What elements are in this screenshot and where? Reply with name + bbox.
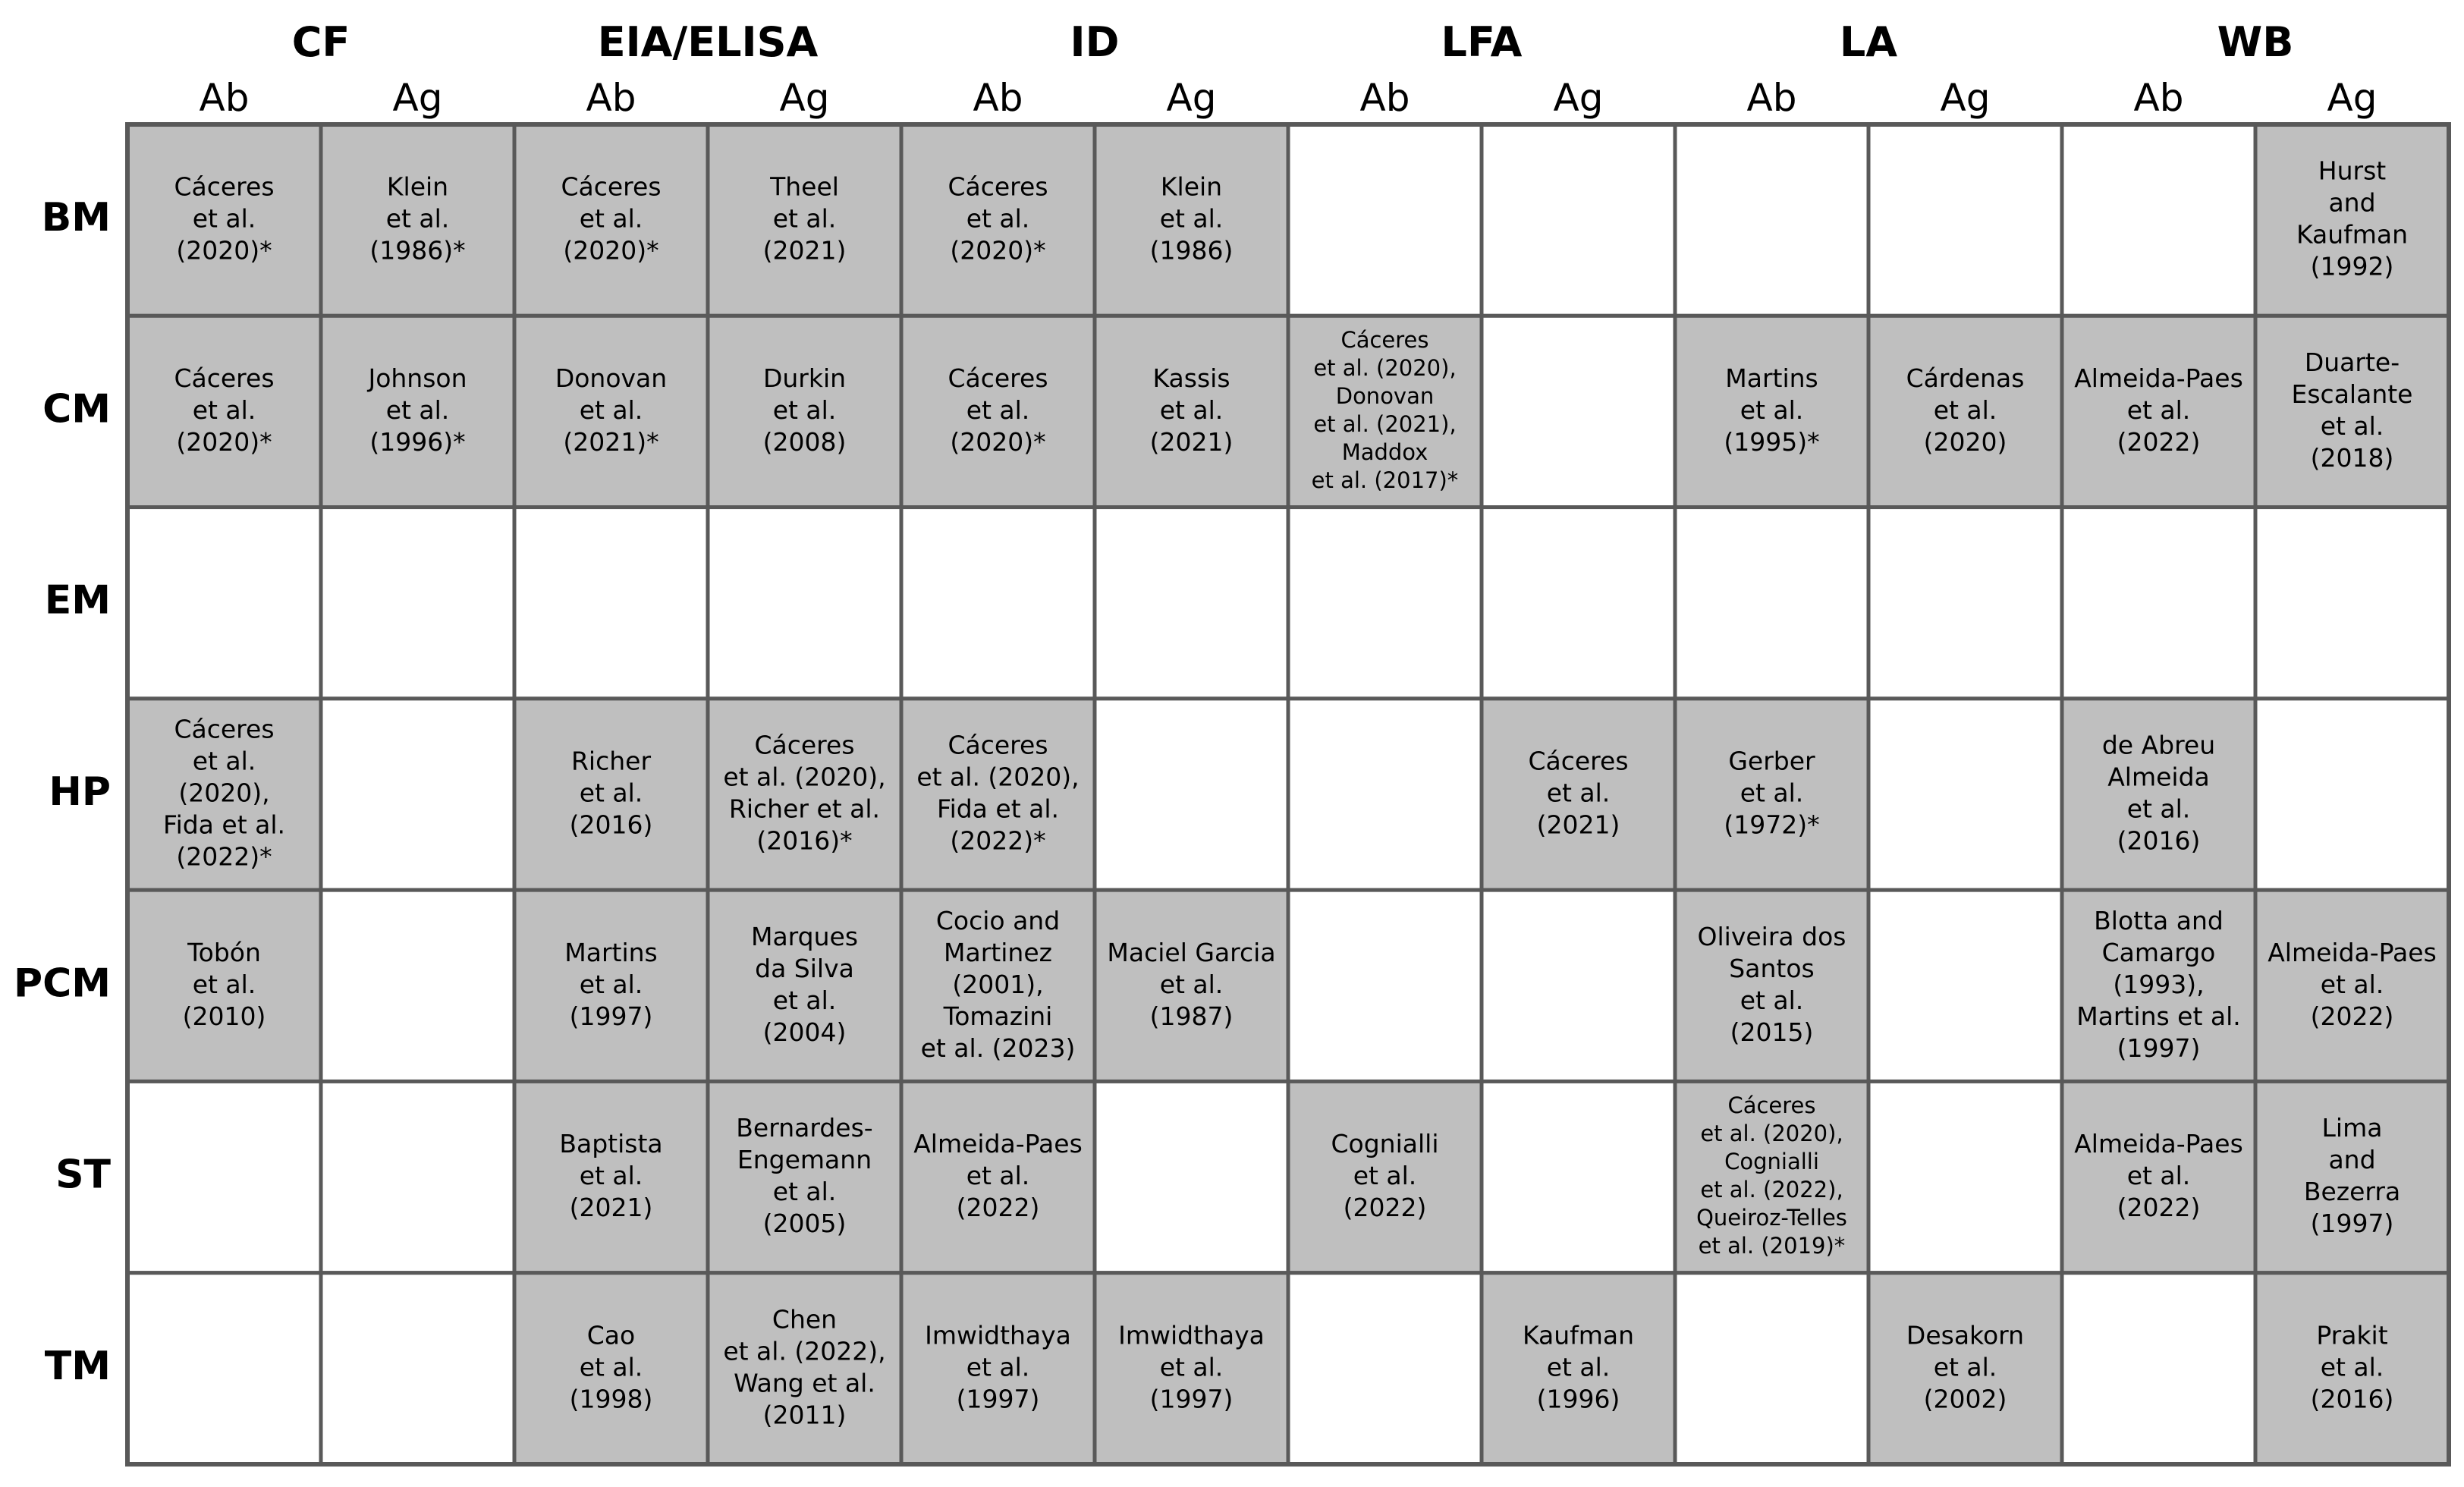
- cell-text-line: Cáceres: [948, 171, 1048, 202]
- cell-text-line: and: [2328, 187, 2376, 218]
- cell-text-line: et al.: [1740, 985, 1804, 1015]
- subcolumn-header-ab: Ab: [973, 76, 1023, 120]
- cell-text-line: Maddox: [1341, 439, 1428, 465]
- cell-text-line: Prakit: [2316, 1320, 2388, 1350]
- cell-text-line: (2022): [956, 1193, 1040, 1223]
- cell-text-line: Klein: [1160, 171, 1223, 202]
- table-grid: [127, 124, 2449, 1464]
- table-cell-tm-6: [1288, 1273, 1482, 1464]
- cell-text-line: et al.: [1740, 395, 1804, 425]
- cell-text-line: (2005): [762, 1209, 847, 1239]
- table-cell-em-2: [514, 508, 708, 699]
- table-cell-em-4: [901, 508, 1095, 699]
- cell-text-line: et al. (2020),: [916, 762, 1080, 792]
- cell-text-line: Cognialli: [1724, 1149, 1819, 1175]
- cell-text-line: et al.: [192, 969, 256, 999]
- cell-text-line: Bernardes-: [736, 1113, 873, 1143]
- cell-text-line: (2020)*: [950, 426, 1046, 457]
- cell-text-line: et al.: [579, 395, 643, 425]
- table-cell-st-9: [1868, 1081, 2062, 1272]
- cell-text-line: Theel: [770, 171, 839, 202]
- cell-text-line: et al. (2020),: [723, 762, 886, 792]
- cell-text-line: (2008): [762, 426, 847, 457]
- row-label-bm: BM: [41, 195, 111, 241]
- cell-text-line: Cáceres: [948, 730, 1048, 760]
- table-cell-bm-9: [1868, 124, 2062, 316]
- cell-text-line: et al.: [2320, 410, 2384, 441]
- table-cell-cm-7: [1482, 316, 1675, 507]
- cell-text-line: et al.: [966, 203, 1030, 234]
- cell-text-line: et al. (2020),: [1700, 1121, 1843, 1147]
- cell-text-line: Santos: [1729, 953, 1815, 983]
- cell-text-line: (1997): [1149, 1384, 1234, 1414]
- cell-text-line: Almeida-Paes: [2268, 937, 2437, 967]
- cell-text-line: Donovan: [1335, 382, 1435, 409]
- table-cell-pcm-7: [1482, 890, 1675, 1081]
- cell-text-line: et al. (2021),: [1313, 410, 1457, 437]
- cell-text-line: et al.: [579, 969, 643, 999]
- cell-text-line: et al.: [2320, 1352, 2384, 1382]
- cell-text-line: Almeida: [2107, 762, 2210, 792]
- cell-text-line: Baptista: [559, 1129, 663, 1159]
- cell-text-line: Tomazini: [943, 1001, 1053, 1031]
- table-cell-tm-1: [321, 1273, 514, 1464]
- cell-text-line: et al.: [966, 1161, 1030, 1191]
- cell-text-line: (1996): [1536, 1384, 1620, 1414]
- cell-text-line: Engemann: [737, 1145, 872, 1175]
- cell-text-line: Cáceres: [174, 171, 275, 202]
- subcolumn-header-ab: Ab: [2133, 76, 2184, 120]
- cell-text-line: et al. (2019)*: [1698, 1233, 1846, 1259]
- table-cell-em-10: [2062, 508, 2255, 699]
- cell-text-line: Cao: [586, 1320, 636, 1350]
- cell-text-line: Cáceres: [174, 363, 275, 393]
- cell-text-line: Kaufman: [1522, 1320, 1635, 1350]
- table-cell-pcm-9: [1868, 890, 2062, 1081]
- row-label-st: ST: [55, 1152, 111, 1198]
- cell-text-line: (2016): [2117, 825, 2201, 856]
- table-cell-em-7: [1482, 508, 1675, 699]
- cell-text-line: Wang et al.: [734, 1368, 875, 1398]
- subcolumn-header-ag: Ag: [1553, 76, 1604, 120]
- cell-text-line: (1987): [1149, 1001, 1234, 1031]
- cell-text-line: et al.: [2126, 395, 2191, 425]
- group-header-cf: CF: [291, 18, 350, 66]
- cell-text-line: et al.: [579, 778, 643, 808]
- cell-text-line: (2020)*: [563, 235, 659, 266]
- cell-text-line: et al.: [2126, 1161, 2191, 1191]
- table-cell-hp-11: [2255, 699, 2449, 890]
- cell-text-line: (1997): [2310, 1209, 2394, 1239]
- cell-text-line: et al.: [579, 1352, 643, 1382]
- cell-text-line: (2015): [1730, 1017, 1814, 1047]
- table-cell-st-5: [1095, 1081, 1288, 1272]
- table-cell-bm-6: [1288, 124, 1482, 316]
- cell-text-line: et al.: [385, 395, 450, 425]
- cell-text-line: Cáceres: [948, 363, 1048, 393]
- table-cell-bm-7: [1482, 124, 1675, 316]
- cell-text-line: et al. (2017)*: [1311, 467, 1459, 493]
- cell-text-line: (1986): [1149, 235, 1234, 266]
- cell-text-line: Hurst: [2318, 156, 2387, 186]
- cell-text-line: (2022)*: [950, 825, 1046, 856]
- cell-text-line: Klein: [386, 171, 449, 202]
- row-label-hp: HP: [49, 769, 111, 815]
- cell-text-line: Martins et al.: [2076, 1001, 2241, 1031]
- table-cell-tm-10: [2062, 1273, 2255, 1464]
- group-header-la: LA: [1839, 18, 1898, 66]
- cell-text-line: Almeida-Paes: [913, 1129, 1083, 1159]
- cell-text-line: and: [2328, 1145, 2376, 1175]
- cell-text-line: (2022): [2117, 1193, 2201, 1223]
- cell-text-line: Cáceres: [754, 730, 855, 760]
- table-cell-em-6: [1288, 508, 1482, 699]
- cell-text-line: et al. (2023): [920, 1033, 1076, 1063]
- cell-text-line: (1992): [2310, 251, 2394, 281]
- table-cell-pcm-1: [321, 890, 514, 1081]
- cell-text-line: (2016): [2310, 1384, 2394, 1414]
- cell-text-line: Martins: [1725, 363, 1818, 393]
- subcolumn-header-ab: Ab: [1359, 76, 1410, 120]
- cell-text-line: Cocio and: [935, 905, 1061, 935]
- cell-text-line: Cáceres: [561, 171, 662, 202]
- group-header-wb: WB: [2217, 18, 2294, 66]
- cell-text-line: et al.: [2320, 969, 2384, 999]
- cell-text-line: et al.: [1353, 1161, 1417, 1191]
- cell-text-line: Oliveira dos: [1697, 921, 1846, 951]
- cell-text-line: de Abreu: [2101, 730, 2216, 760]
- row-label-pcm: PCM: [13, 960, 111, 1007]
- cell-text-line: (1997): [569, 1001, 653, 1031]
- cell-text-line: Cáceres: [1340, 326, 1429, 353]
- cell-text-line: et al.: [772, 395, 837, 425]
- cell-text-line: et al.: [1546, 1352, 1611, 1382]
- cell-text-line: et al.: [1740, 778, 1804, 808]
- cell-text-line: (2021): [1536, 810, 1620, 840]
- cell-text-line: et al.: [772, 203, 837, 234]
- cell-text-line: et al.: [1159, 1352, 1224, 1382]
- cell-text-line: Duarte-: [2304, 347, 2400, 377]
- cell-text-line: Martinez: [944, 937, 1052, 967]
- cell-text-line: Richer et al.: [728, 794, 881, 824]
- row-label-tm: TM: [44, 1343, 111, 1389]
- cell-text-line: (2016): [569, 810, 653, 840]
- cell-text-line: Imwidthaya: [1118, 1320, 1265, 1350]
- table-cell-tm-8: [1675, 1273, 1868, 1464]
- subcolumn-header-ag: Ag: [1940, 76, 1991, 120]
- cell-text-line: da Silva: [755, 953, 854, 983]
- cell-text-line: Blotta and: [2094, 905, 2224, 935]
- group-header-lfa: LFA: [1441, 18, 1523, 66]
- cell-text-line: (1972)*: [1724, 810, 1820, 840]
- cell-text-line: Gerber: [1728, 746, 1815, 776]
- table-cell-bm-8: [1675, 124, 1868, 316]
- table-cell-em-0: [127, 508, 321, 699]
- cell-text-line: (2020),: [178, 778, 270, 808]
- column-headers: [200, 18, 2378, 120]
- subcolumn-header-ab: Ab: [586, 76, 636, 120]
- cell-text-line: (2020): [1923, 426, 2007, 457]
- table-cell-st-0: [127, 1081, 321, 1272]
- table-cell-pcm-6: [1288, 890, 1482, 1081]
- cell-text-line: et al.: [579, 1161, 643, 1191]
- cell-text-line: (2010): [182, 1001, 266, 1031]
- cell-text-line: (2018): [2310, 442, 2394, 473]
- subcolumn-header-ag: Ag: [2327, 76, 2378, 120]
- cell-text-line: et al.: [192, 203, 256, 234]
- table-cell-em-9: [1868, 508, 2062, 699]
- table-cell-hp-6: [1288, 699, 1482, 890]
- subcolumn-header-ab: Ab: [199, 76, 250, 120]
- cell-text-line: Maciel Garcia: [1107, 937, 1276, 967]
- cell-text-line: (2020)*: [950, 235, 1046, 266]
- cell-text-line: (2001),: [952, 969, 1044, 999]
- cell-text-line: (2022)*: [176, 841, 272, 872]
- cell-text-line: (2021): [569, 1193, 653, 1223]
- cell-text-line: Cáceres: [1528, 746, 1629, 776]
- subcolumn-header-ag: Ag: [392, 76, 443, 120]
- cell-text-line: (2022): [2310, 1001, 2394, 1031]
- table-cell-em-5: [1095, 508, 1288, 699]
- subcolumn-header-ab: Ab: [1746, 76, 1797, 120]
- cell-text-line: Cognialli: [1331, 1129, 1439, 1159]
- cell-text-line: (1997): [2117, 1033, 2201, 1063]
- cell-text-line: et al.: [1159, 203, 1224, 234]
- cell-text-line: et al.: [966, 395, 1030, 425]
- cell-text-line: (2020)*: [176, 235, 272, 266]
- table-cell-hp-9: [1868, 699, 2062, 890]
- cell-text-line: Richer: [570, 746, 652, 776]
- cell-text-line: Donovan: [555, 363, 668, 393]
- table-cell-tm-0: [127, 1273, 321, 1464]
- cell-text-line: Queiroz-Telles: [1696, 1205, 1847, 1231]
- cell-text-line: et al.: [385, 203, 450, 234]
- subcolumn-header-ag: Ag: [779, 76, 830, 120]
- cell-text-line: (2002): [1923, 1384, 2007, 1414]
- table-cell-st-7: [1482, 1081, 1675, 1272]
- cell-text-line: (1996)*: [369, 426, 466, 457]
- cell-text-line: (2021)*: [563, 426, 659, 457]
- cell-text-line: Imwidthaya: [925, 1320, 1071, 1350]
- cell-text-line: (2022): [2117, 426, 2201, 457]
- cell-text-line: (2016)*: [756, 825, 853, 856]
- row-labels: [14, 195, 112, 1389]
- cell-text-line: Camargo: [2101, 937, 2216, 967]
- cell-text-line: (1998): [569, 1384, 653, 1414]
- cell-text-line: Cárdenas: [1906, 363, 2025, 393]
- cell-text-line: Lima: [2321, 1113, 2383, 1143]
- cell-text-line: Johnson: [368, 363, 467, 393]
- cell-text-line: Bezerra: [2303, 1177, 2401, 1207]
- cell-text-line: et al.: [1933, 395, 1997, 425]
- cell-text-line: et al.: [192, 746, 256, 776]
- row-label-cm: CM: [42, 386, 111, 432]
- cell-text-line: (1993),: [2113, 969, 2205, 999]
- cell-text-line: et al. (2022),: [1700, 1177, 1843, 1203]
- cell-text-line: Chen: [772, 1304, 838, 1335]
- table-cell-em-8: [1675, 508, 1868, 699]
- table-cell-bm-10: [2062, 124, 2255, 316]
- cell-text-line: Kaufman: [2296, 219, 2409, 250]
- cell-text-line: et al. (2020),: [1313, 354, 1457, 381]
- table-cell-em-3: [708, 508, 901, 699]
- subcolumn-header-ag: Ag: [1166, 76, 1217, 120]
- cell-text-line: et al. (2022),: [723, 1336, 886, 1366]
- table-cell-hp-5: [1095, 699, 1288, 890]
- cell-text-line: Tobón: [187, 937, 261, 967]
- cell-text-line: Escalante: [2291, 379, 2413, 409]
- cell-text-line: Almeida-Paes: [2074, 1129, 2243, 1159]
- row-label-em: EM: [44, 577, 111, 624]
- group-header-eiaelisa: EIA/ELISA: [597, 18, 819, 66]
- cell-text-line: Kassis: [1152, 363, 1230, 393]
- cell-text-line: Fida et al.: [936, 794, 1060, 824]
- cell-text-line: et al.: [1159, 395, 1224, 425]
- cell-text-line: (2021): [1149, 426, 1234, 457]
- cell-text-line: Desakorn: [1906, 1320, 2025, 1350]
- cell-text-line: et al.: [2126, 794, 2191, 824]
- cell-text-line: (2020)*: [176, 426, 272, 457]
- cell-text-line: (2022): [1343, 1193, 1427, 1223]
- cell-text-line: (1995)*: [1724, 426, 1820, 457]
- cell-text-line: Almeida-Paes: [2074, 363, 2243, 393]
- cell-text-line: Martins: [564, 937, 658, 967]
- table-cell-em-1: [321, 508, 514, 699]
- cell-text-line: et al.: [1546, 778, 1611, 808]
- cell-text-line: et al.: [966, 1352, 1030, 1382]
- group-header-id: ID: [1070, 18, 1120, 66]
- cell-text-line: Fida et al.: [162, 810, 286, 840]
- cell-text-line: et al.: [1159, 969, 1224, 999]
- cell-text-line: et al.: [192, 395, 256, 425]
- table-cell-hp-1: [321, 699, 514, 890]
- cell-text-line: Marques: [750, 921, 859, 951]
- cell-text-line: (2021): [762, 235, 847, 266]
- cell-text-line: Cáceres: [1727, 1092, 1816, 1119]
- cell-text-line: (2004): [762, 1017, 847, 1047]
- cell-text-line: et al.: [772, 1177, 837, 1207]
- table-cell-st-1: [321, 1081, 514, 1272]
- cell-text-line: (1986)*: [369, 235, 466, 266]
- cell-text-line: et al.: [579, 203, 643, 234]
- cell-text-line: (2011): [762, 1400, 847, 1430]
- cell-text-line: et al.: [1933, 1352, 1997, 1382]
- table-cell-em-11: [2255, 508, 2449, 699]
- cell-text-line: Cáceres: [174, 714, 275, 744]
- cell-text-line: Durkin: [762, 363, 847, 393]
- cell-text-line: (1997): [956, 1384, 1040, 1414]
- cell-text-line: et al.: [772, 985, 837, 1015]
